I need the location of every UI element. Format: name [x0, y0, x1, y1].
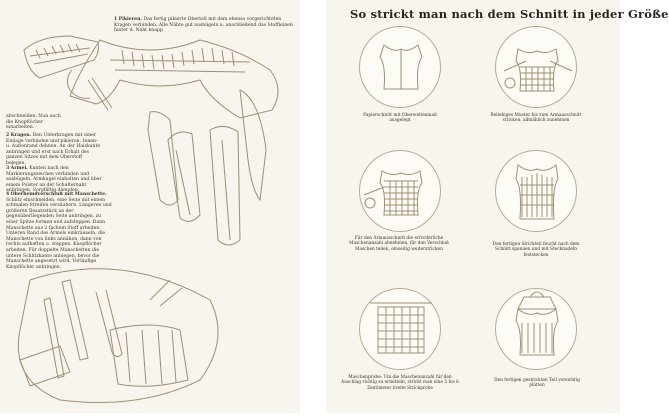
- step-4-caption: Den fertigen Strickteil feucht nach dem Schnitt spannen und mit Stecknadeln feststecken: [492, 242, 580, 258]
- right-page: [326, 0, 669, 413]
- item-3-body: Kanten nach den Markierungszeichen verbinden und ausbügeln. Armkugel einhalten und über einem Polster an der Schulternaht anbringen. Sorgfältig dämpfen.: [6, 166, 102, 194]
- page-gutter: [300, 0, 326, 413]
- step-6-caption: Den fertigen gestrickten Teil vorsichtig plätten: [494, 378, 580, 389]
- item-2-heading: Kragen.: [10, 133, 32, 138]
- item-1-body: Das fertig pikierte Oberteil mit dem ebenso vorgerichteten Kragen verbinden. Alle Nähte gut ausbügeln u. anschließend das Stoffleinen hinter d. Naht knapp: [114, 17, 293, 34]
- item-2-text: [6, 133, 102, 167]
- step-5-caption: [340, 375, 460, 391]
- paper-pattern-drawing: [360, 27, 442, 109]
- item-1-heading: Pikieren.: [118, 17, 143, 22]
- step-5-caption-text: Maschenprobe: Um die Maschenanzahl für den Anschlag richtig zu ermitteln, strickt man eine 5 bis 6 Zentimeter breite Strickprobe: [341, 375, 459, 391]
- step-2-illustration: [495, 26, 577, 108]
- step-4-illustration: [495, 150, 577, 232]
- item-2-body: Den Unterkragen mit einer Einlage verbinden und pikieren, Innen- u. Außenrand dehnen. An der Halskante anbringen und erst nach Erhalt des ganzen Sitzes mit dem Oberstoff belegen.: [6, 133, 101, 166]
- item-1-continuation-text: abschneiden. Nun auch die Knopflöcher einarbeiten.: [6, 114, 61, 131]
- cuff-illustration: [0, 260, 300, 420]
- armhole-decrease-drawing: [360, 151, 442, 233]
- page-title: So strickt man nach dem Schnitt in jeder Größe: [350, 7, 669, 21]
- gauge-swatch-drawing: [360, 289, 442, 371]
- step-1-illustration: [359, 26, 441, 108]
- step-2-caption: Beliebiges Muster bis zum Armausschnitt stricken, allmählich zunehmen: [490, 113, 582, 124]
- pressing-drawing: [496, 289, 578, 371]
- item-4-text: [6, 192, 112, 270]
- step-3-illustration: [359, 150, 441, 232]
- step-5-illustration: [359, 288, 441, 370]
- item-4-heading: Oberhemdverschluß mit Manschette.: [10, 192, 107, 197]
- item-3-text: [6, 166, 104, 194]
- item-3-heading: Ärmel.: [10, 166, 28, 171]
- left-page: [0, 0, 300, 413]
- knitting-to-armhole-drawing: [496, 27, 578, 109]
- item-1-continuation: [6, 114, 66, 131]
- step-1-caption: Papierschnitt mit Oberweitenmaß ausgelegt: [363, 113, 437, 124]
- item-4-body: Schlitz einschneiden, eine Seite mit einem schmalen Streifen versäubern. Längeren und größeren Besatzstück an der gegenüberliegenden Seite anbringen, zu einer Spitze formen und aufsteppen. Dann Manschette aus 2 fachem Stoff arbeiten. Unteren Rand des Ärmels einkräuseln, die Manschette von links annähen, dann von rechts aufheften u. steppen. Knopflöcher arbeiten. Für doppelte Manschetten die untere Schlitzkante anbiegen, bevor die Manschette angesetzt wird. Vorläufige Knopflöcher anbringen.: [6, 197, 112, 270]
- item-3-number: 3: [6, 166, 10, 171]
- blocking-drawing: [496, 151, 578, 233]
- step-3-caption: Für den Armausschnitt die erforderliche Maschenanzahl abnehmen, für den Verschluß Maschen teilen, einseitig weiterstricken: [349, 236, 449, 252]
- item-4-number: 4: [6, 192, 10, 197]
- step-6-illustration: [495, 288, 577, 370]
- item-1-number: 1: [114, 17, 118, 22]
- item-2-number: 2: [6, 133, 10, 138]
